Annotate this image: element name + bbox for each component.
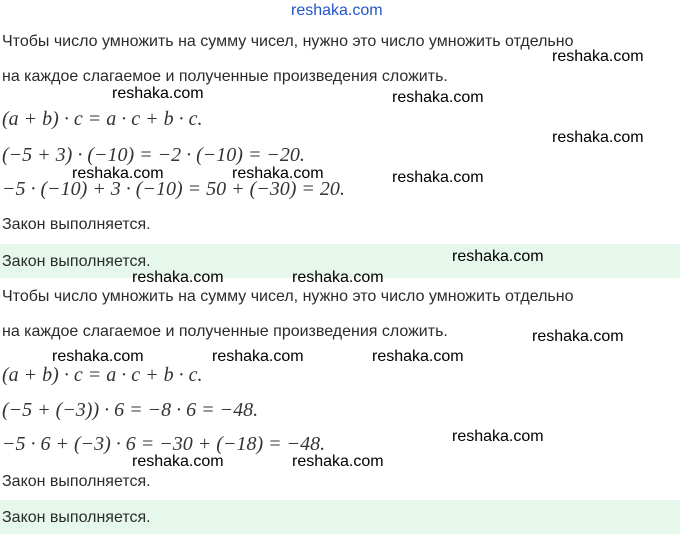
distributive-formula: (a + b) · c = a · c + b · c. bbox=[2, 364, 203, 386]
distributive-formula: (a + b) · c = a · c + b · c. bbox=[2, 108, 203, 130]
watermark: reshaka.com bbox=[132, 453, 224, 470]
watermark: reshaka.com bbox=[452, 248, 544, 265]
calculation-left: (−5 + 3) · (−10) = −2 · (−10) = −20. bbox=[2, 144, 305, 166]
rule-text-line1: Чтобы число умножить на сумму чисел, нужно это число умножить отдельно bbox=[2, 33, 574, 50]
answer-text: Закон выполняется. bbox=[2, 253, 151, 270]
watermark: reshaka.com bbox=[372, 348, 464, 365]
watermark: reshaka.com bbox=[212, 348, 304, 365]
watermark: reshaka.com bbox=[112, 85, 204, 102]
answer-text: Закон выполняется. bbox=[2, 509, 151, 526]
watermark-top: reshaka.com bbox=[291, 2, 383, 19]
watermark: reshaka.com bbox=[552, 129, 644, 146]
watermark: reshaka.com bbox=[392, 89, 484, 106]
watermark: reshaka.com bbox=[232, 165, 324, 182]
watermark: reshaka.com bbox=[72, 165, 164, 182]
result-text: Закон выполняется. bbox=[2, 473, 151, 490]
answer-band bbox=[0, 500, 680, 534]
calculation-right: −5 · 6 + (−3) · 6 = −30 + (−18) = −48. bbox=[2, 433, 326, 455]
calculation-right: −5 · (−10) + 3 · (−10) = 50 + (−30) = 20. bbox=[2, 178, 345, 200]
result-text: Закон выполняется. bbox=[2, 216, 151, 233]
rule-text-line2: на каждое слагаемое и полученные произведения сложить. bbox=[2, 68, 448, 85]
rule-text-line2: на каждое слагаемое и полученные произведения сложить. bbox=[2, 323, 448, 340]
watermark: reshaka.com bbox=[292, 269, 384, 286]
watermark: reshaka.com bbox=[392, 169, 484, 186]
watermark: reshaka.com bbox=[532, 328, 624, 345]
rule-text-line1: Чтобы число умножить на сумму чисел, нужно это число умножить отдельно bbox=[2, 288, 574, 305]
watermark: reshaka.com bbox=[292, 453, 384, 470]
watermark: reshaka.com bbox=[452, 428, 544, 445]
watermark: reshaka.com bbox=[552, 48, 644, 65]
watermark: reshaka.com bbox=[52, 348, 144, 365]
watermark: reshaka.com bbox=[132, 269, 224, 286]
calculation-left: (−5 + (−3)) · 6 = −8 · 6 = −48. bbox=[2, 399, 259, 421]
